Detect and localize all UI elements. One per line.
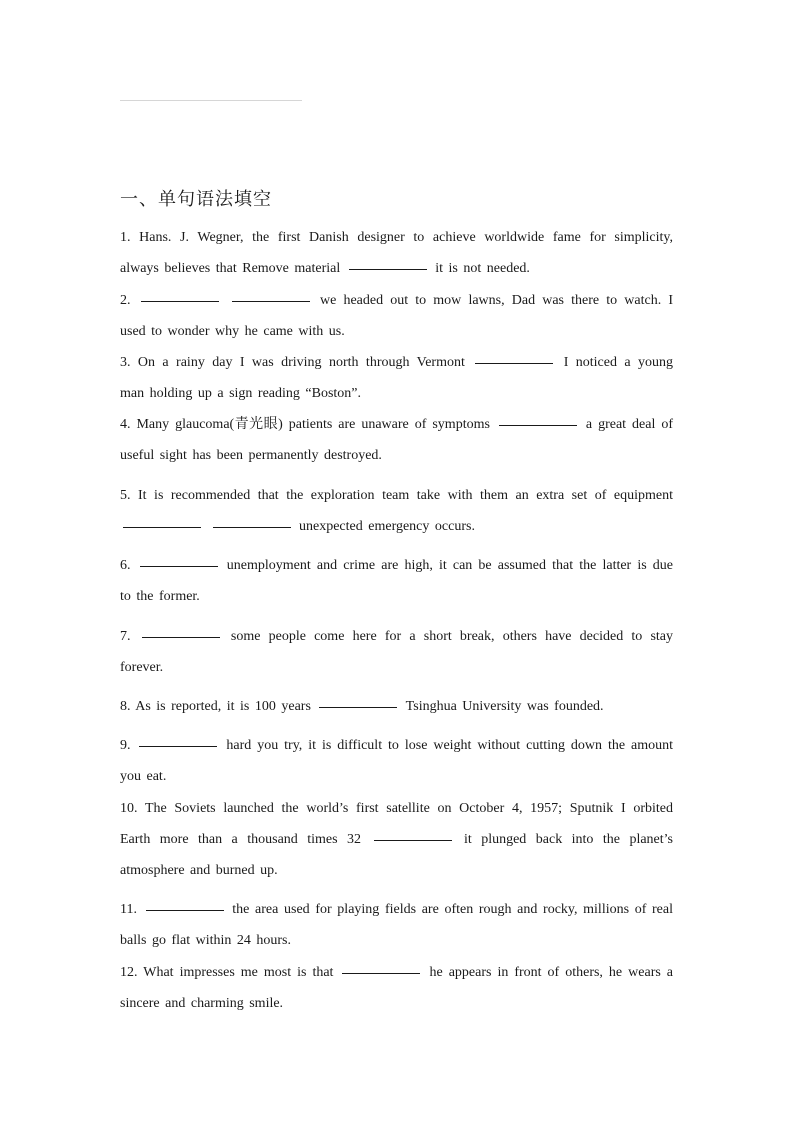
question-6: 6. unemployment and crime are high, it can be assumed that the latter is due to the former. [120, 558, 674, 604]
question-1: 1. Hans. J. Wegner, the first Danish designer to achieve worldwide fame for simplicity, always believes that Remove material it is not needed. [120, 230, 673, 276]
answer-blank [142, 637, 220, 638]
answer-blank [123, 527, 201, 528]
answer-blank [349, 269, 427, 270]
answer-blank [232, 301, 310, 302]
question-3: 3. On a rainy day I was driving north through Vermont I noticed a young man holding up a sign reading “Boston”. [120, 355, 674, 401]
question-8: 8. As is reported, it is 100 years Tsinghua University was founded. [120, 699, 604, 714]
question-11: 11. the area used for playing fields are often rough and rocky, millions of real balls go flat within 24 hours. [120, 902, 674, 948]
question-7: 7. some people come here for a short break, others have decided to stay forever. [120, 629, 674, 675]
question-12: 12. What impresses me most is that he appears in front of others, he wears a sincere and charming smile. [120, 965, 674, 1011]
answer-blank [499, 425, 577, 426]
question-5: 5. It is recommended that the exploration team take with them an extra set of equipment unexpected emergency occurs. [120, 488, 673, 534]
answer-blank [342, 973, 420, 974]
question-4: 4. Many glaucoma(青光眼) patients are unaware of symptoms a great deal of useful sight has been permanently destroyed. [120, 416, 674, 463]
answer-blank [140, 566, 218, 567]
header-rule [120, 100, 302, 101]
answer-blank [213, 527, 291, 528]
question-10: 10. The Soviets launched the world’s first satellite on October 4, 1957; Sputnik I orbited Earth more than a thousand times 32 it plunged back into the planet’s atmosphere and burned up. [120, 801, 673, 878]
answer-blank [319, 707, 397, 708]
answer-blank [374, 840, 452, 841]
answer-blank [146, 910, 224, 911]
question-9: 9. hard you try, it is difficult to lose weight without cutting down the amount you eat. [120, 738, 674, 784]
answer-blank [141, 301, 219, 302]
section-heading: 一、单句语法填空 [120, 189, 272, 210]
question-2: 2. we headed out to mow lawns, Dad was there to watch. I used to wonder why he came with us. [120, 293, 674, 339]
answer-blank [139, 746, 217, 747]
answer-blank [475, 363, 553, 364]
